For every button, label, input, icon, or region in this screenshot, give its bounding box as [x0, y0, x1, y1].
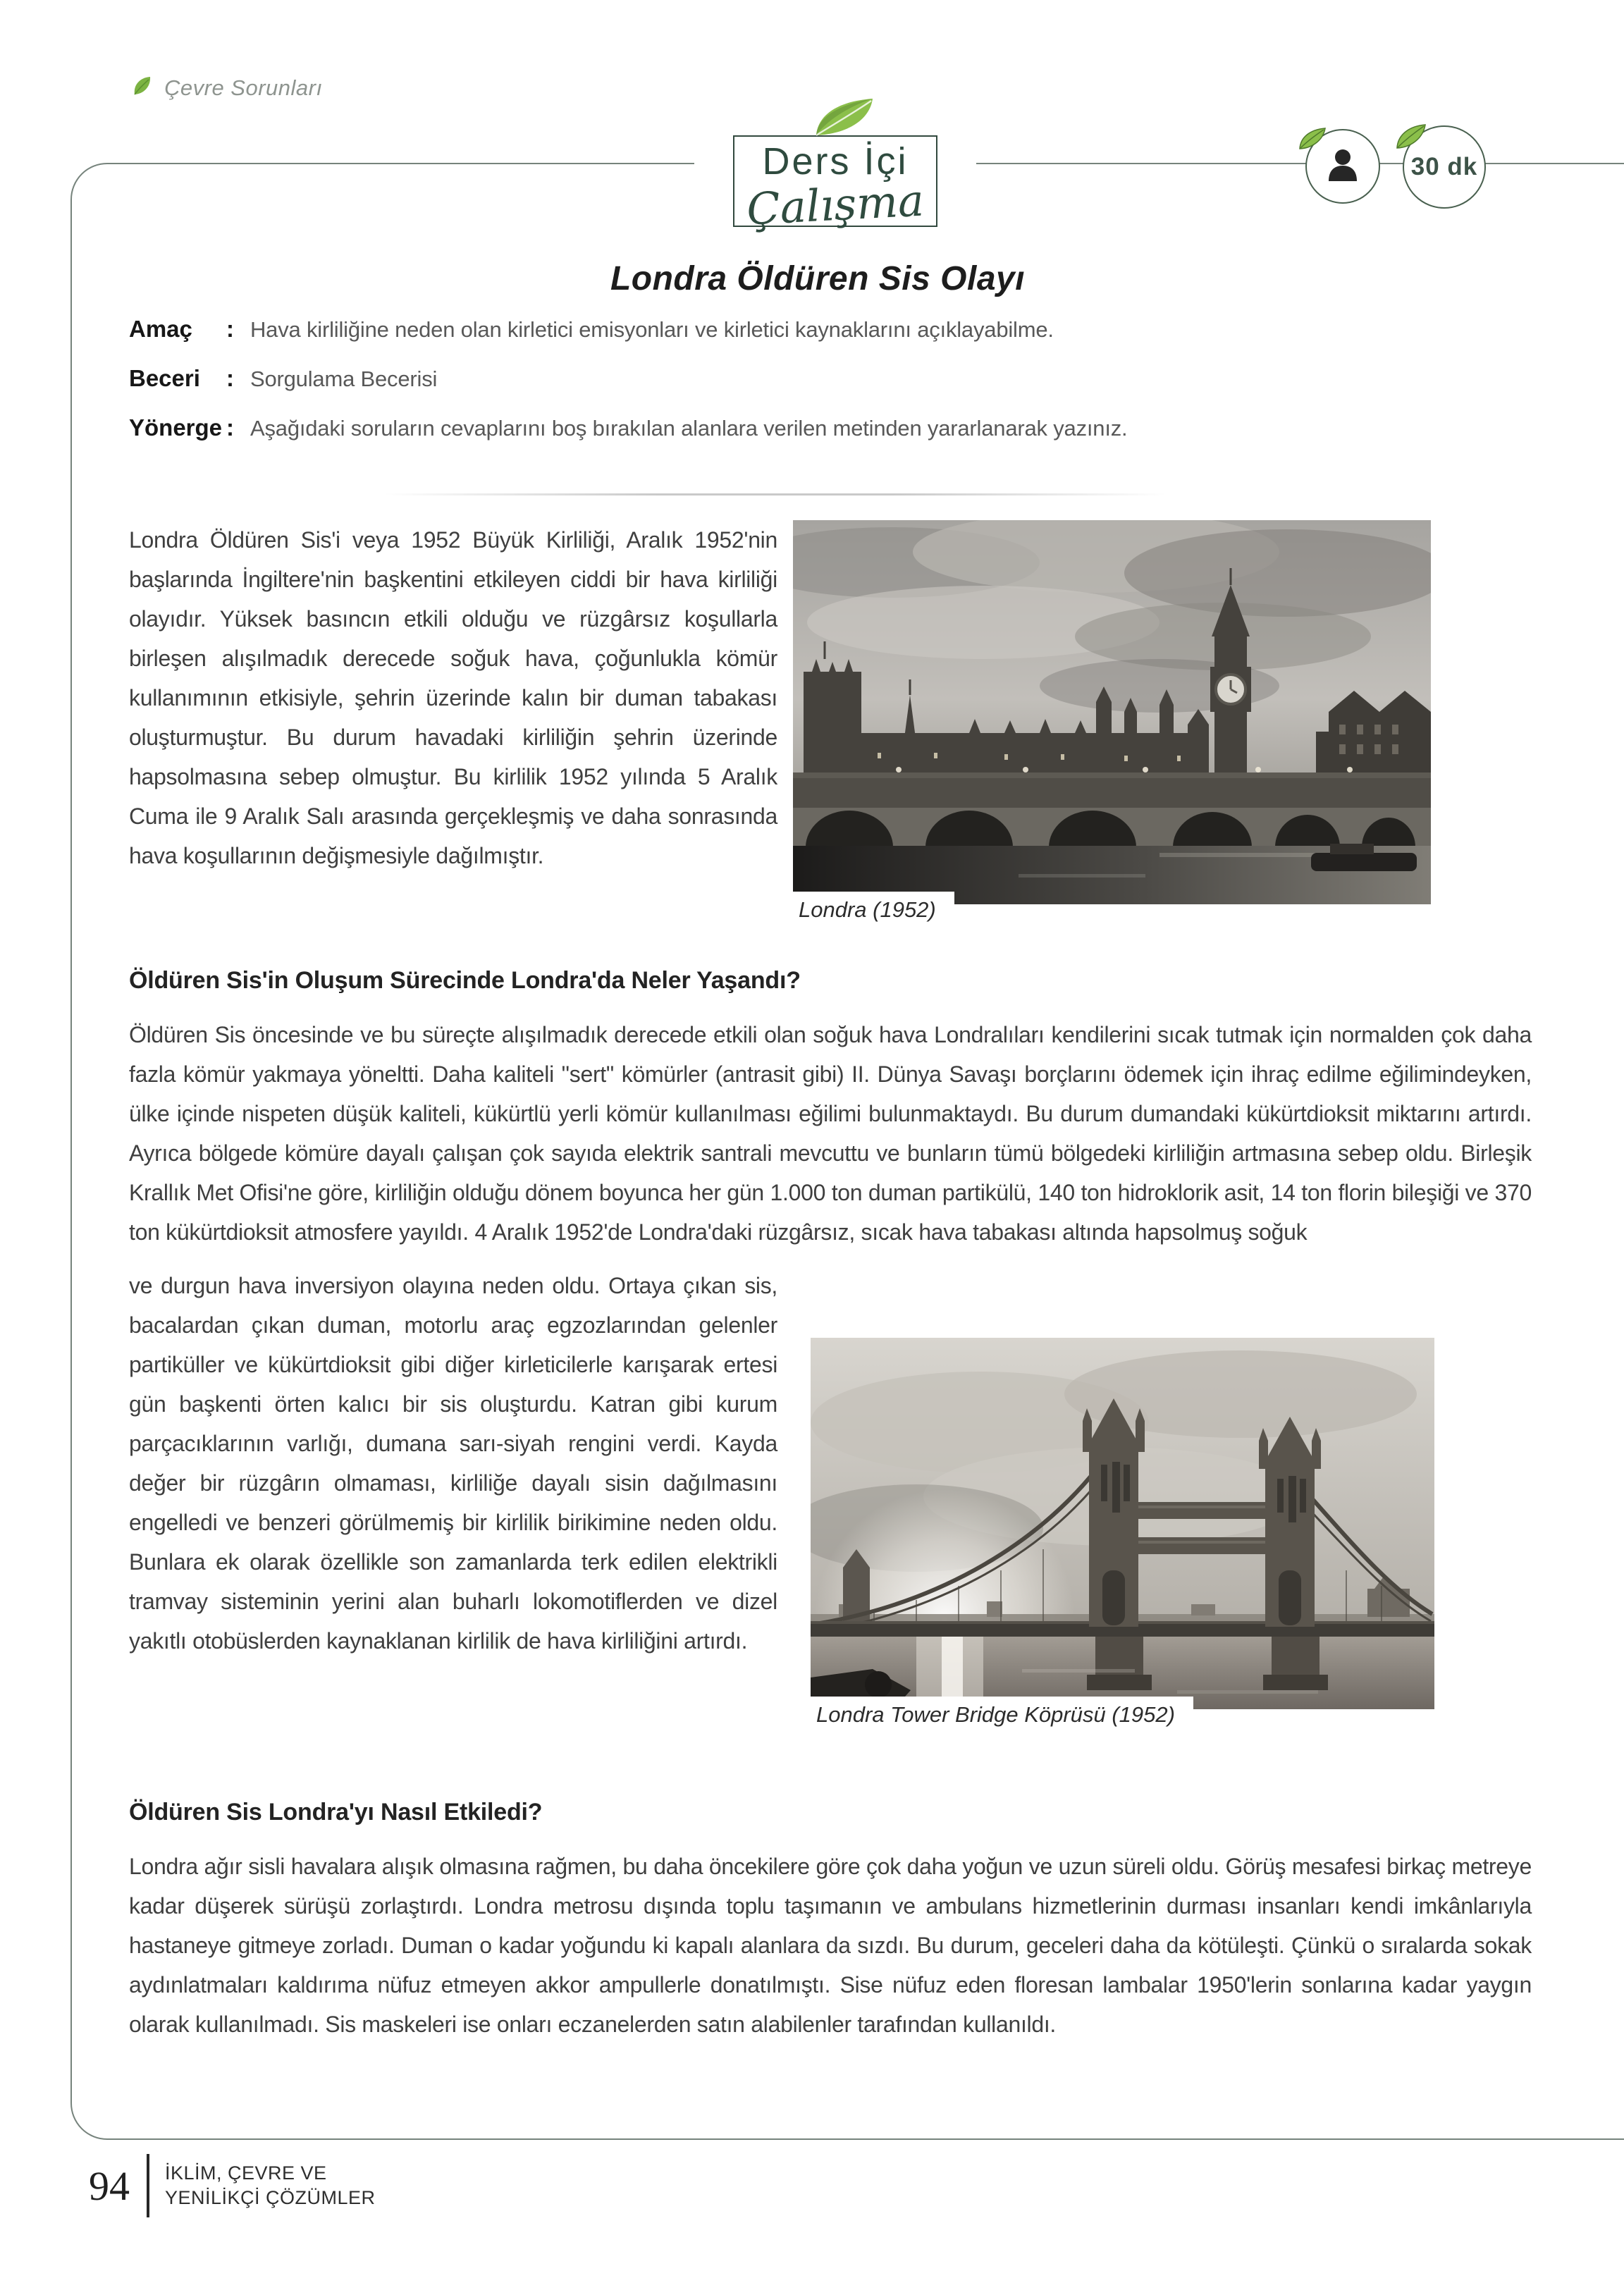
tower-bridge-photo	[811, 1338, 1434, 1727]
section1-paragraph-full: Öldüren Sis öncesinde ve bu süreçte alışılmadık derecede etkili olan soğuk hava Londralıları kendilerini sıcak tutmak için normalden çok daha fazla kömür yakmaya yöneltti. Daha kaliteli "sert" kömürler (antrasit gibi) II. Dünya Savaşı borçlarını ödemek için ihraç edilme eğilimindeyken, ülke içinde nispeten düşük kaliteli, kükürtlü yerli kömür kullanılması eğilimi bulunmaktaydı. Bu durum dumandaki kükürtdioksit miktarını artırdı. Ayrıca bölgede kömüre dayalı çalışan çok sayıda elektrik santrali mevcuttu ve bunların tümü bölgedeki kirliliğin artmasına sebep oldu. Birleşik Krallık Met Ofisi'ne göre, kirliliğin olduğu dönem boyunca her gün 1.000 ton duman partikülü, 140 ton hidroklorik asit, 14 ton florin bileşiği ve 370 ton kükürtdioksit atmosfere yayıldı. 4 Aralık 1952'de Londra'daki rüzgârsız, sıcak hava tabakası altında hapsolmuş soğuk	[129, 1022, 1532, 1245]
duration-label: 30 dk	[1410, 153, 1478, 180]
duration-badge	[1403, 125, 1486, 209]
page-footer	[89, 2154, 376, 2217]
activity-title: Londra Öldüren Sis Olayı	[610, 260, 1026, 297]
meta-separator: :	[226, 316, 234, 342]
meta-value: Hava kirliliğine neden olan kirletici emisyonları ve kirletici kaynaklarını açıklayabilme.	[250, 317, 1054, 342]
meta-value: Sorgulama Becerisi	[250, 367, 438, 391]
section-divider	[384, 493, 1167, 495]
meta-label: Amaç	[129, 316, 192, 342]
leaf-icon	[811, 96, 878, 143]
meta-value: Aşağıdaki soruların cevaplarını boş bırakılan alanlara verilen metinden yararlanarak yazınız.	[250, 416, 1128, 441]
person-icon	[1322, 144, 1363, 189]
figure-caption: Londra (1952)	[793, 892, 954, 923]
westminster-photo-art	[793, 520, 1431, 904]
meta-separator: :	[226, 414, 234, 441]
section2-heading: Öldüren Sis Londra'yı Nasıl Etkiledi?	[129, 1799, 543, 1826]
book-series-title	[165, 2161, 376, 2210]
logo-line1: Ders İçi	[753, 140, 916, 183]
westminster-photo	[793, 520, 1431, 922]
meta-label: Yönerge	[129, 414, 223, 441]
logo-line2: Çalışma	[745, 174, 925, 235]
section1-heading: Öldüren Sis'in Oluşum Sürecinde Londra'da Neler Yaşandı?	[129, 967, 801, 994]
leaf-icon	[129, 73, 154, 102]
activity-logo	[694, 99, 976, 247]
meta-separator: :	[226, 365, 234, 391]
series-line2: YENİLİKÇİ ÇÖZÜMLER	[165, 2187, 376, 2208]
chapter-eyebrow	[129, 73, 323, 102]
participant-badge	[1305, 129, 1380, 204]
meta-row-beceri	[129, 365, 1496, 392]
section2-paragraph: Londra ağır sisli havalara alışık olmasına rağmen, bu daha öncekilere göre çok daha yoğun ve uzun süreli oldu. Görüş mesafesi birkaç metreye kadar düşerek sürüşü zorlaştırdı. Londra metrosu dışında toplu taşımanın ve ambulans hizmetlerinin durması insanları kendi imkânlarıyla hastaneye gitmeye zorladı. Duman o kadar yoğundu ki kapalı alanlara da sızdı. Bu durum, geceleri daha da kötüleşti. Çünkü o sıralarda sokak aydınlatmaları kaldırıma nüfuz etmeyen akkor ampullerle donatılmıştı. Sise nüfuz eden floresan lambalar 1950'lerin sonlarına kadar yaygın olarak kullanılmadı. Sis maskeleri ise onları eczanelerden satın alabilenler tarafından kullanıldı.	[129, 1854, 1532, 2037]
meta-row-yonerge	[129, 414, 1496, 441]
activity-meta	[129, 316, 1496, 464]
intro-section	[129, 520, 1532, 922]
section1-wrap-row	[129, 1266, 1532, 1727]
leaf-icon	[1394, 123, 1428, 154]
leaf-icon	[1297, 126, 1328, 155]
page-number: 94	[89, 2162, 130, 2209]
section1-paragraph-wrap: ve durgun hava inversiyon olayına neden oldu. Ortaya çıkan sis, bacalardan çıkan duman, motorlu araç egzozlarından gelenler partiküller ve kükürtdioksit gibi diğer kirleticilerle karışarak ertesi gün başkenti örten kalıcı bir sis oluşturdu. Katran gibi kurum parçacıklarının varlığı, dumana sarı-siyah rengini verdi. Kayda değer bir rüzgârın olmaması, kirliliğe dayalı sisin dağılmasını engelledi ve benzeri görülmemiş bir kirlilik birikimine neden oldu. Bunlara ek olarak özellikle son zamanlarda terk edilen elektrikli tramvay sisteminin yerini alan buharlı lokomotiflerden ve dizel yakıtlı otobüslerden kaynaklanan kirlilik de hava kirliliğini artırdı.	[129, 1273, 777, 1654]
meta-row-amac	[129, 316, 1496, 343]
series-line1: İKLİM, ÇEVRE VE	[165, 2162, 327, 2184]
footer-divider	[147, 2154, 149, 2217]
meta-label: Beceri	[129, 365, 200, 391]
intro-paragraph: Londra Öldüren Sis'i veya 1952 Büyük Kirliliği, Aralık 1952'nin başlarında İngiltere'nin başkentini etkileyen ciddi bir hava kirliliği olayıdır. Yüksek basıncın etkili olduğu ve rüzgârsız koşullarla birleşen alışılmadık derecede soğuk hava, çoğunlukla kömür kullanımının etkisiyle, şehrin üzerinde kalın bir duman tabakası oluşturmuştur. Bu durum havadaki kirliliğin şehrin üzerinde hapsolmasına sebep olmuştur. Bu kirlilik 1952 yılında 5 Aralık Cuma ile 9 Aralık Salı arasında gerçekleşmiş ve daha sonrasında hava koşullarının değişmesiyle dağılmıştır.	[129, 527, 777, 868]
chapter-title: Çevre Sorunları	[164, 75, 323, 100]
tower-bridge-photo-art	[811, 1338, 1434, 1709]
figure-caption: Londra Tower Bridge Köprüsü (1952)	[811, 1697, 1193, 1728]
